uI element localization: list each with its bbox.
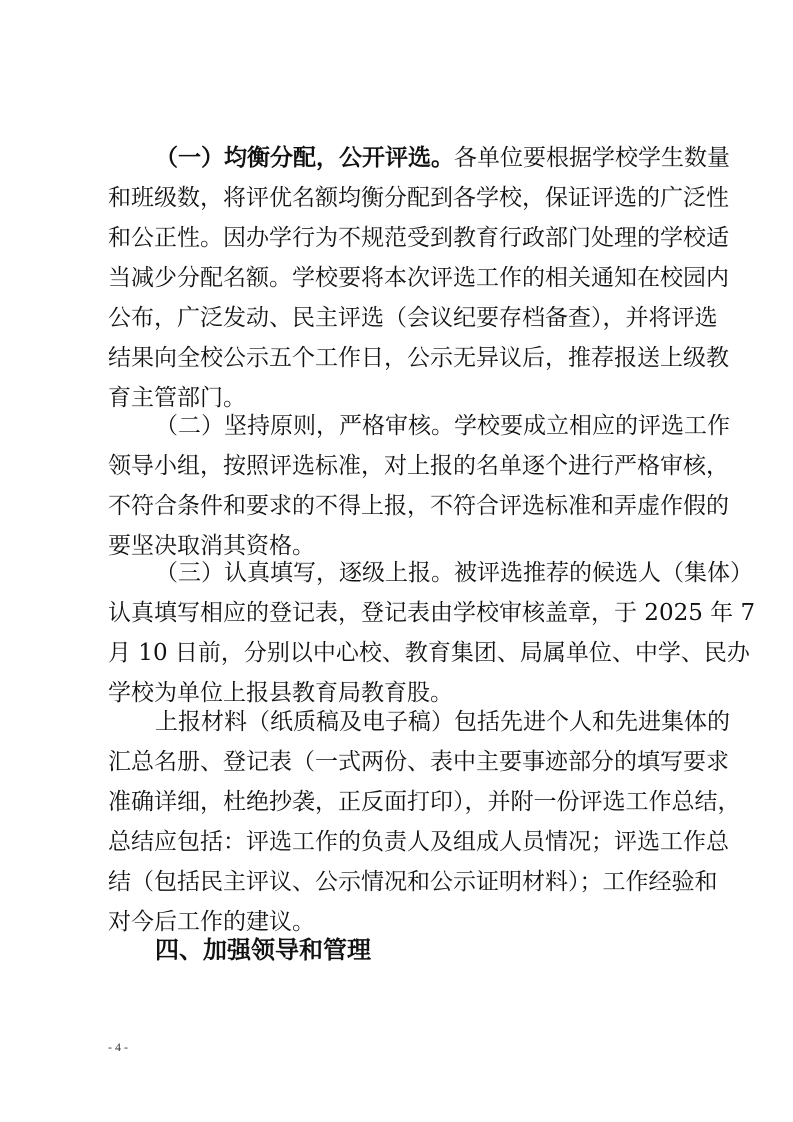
paragraph-line: 上报材料（纸质稿及电子稿）包括先进个人和先进集体的 — [155, 709, 730, 735]
line-text: 各单位要根据学校学生数量 — [454, 145, 730, 171]
paragraph-line: 对今后工作的建议。 — [108, 909, 315, 935]
paragraph-line: （三）认真填写，逐级上报。被评选推荐的候选人（集体） — [155, 560, 753, 586]
paragraph-line: 公布，广泛发动、民主评选（会议纪要存档备查），并将评选 — [108, 305, 718, 331]
paragraph-line: 要坚决取消其资格。 — [108, 533, 315, 559]
paragraph-line: 结果向全校公示五个工作日，公示无异议后，推荐报送上级教 — [108, 345, 729, 371]
section-heading: 四、加强领导和管理 — [155, 936, 371, 964]
paragraph-line: 汇总名册、登记表（一式两份、表中主要事迹部分的填写要求 — [108, 749, 729, 775]
paragraph-line: 认真填写相应的登记表，登记表由学校审核盖章，于 2025 年 7 — [108, 600, 756, 626]
paragraph-line: 学校为单位上报县教育局教育股。 — [108, 680, 453, 706]
paragraph-line: 准确详细，杜绝抄袭，正反面打印），并附一份评选工作总结， — [108, 789, 741, 815]
paragraph-line: 总结应包括：评选工作的负责人及组成人员情况；评选工作总 — [108, 829, 729, 855]
paragraph-line: 和公正性。因办学行为不规范受到教育行政部门处理的学校适 — [108, 225, 729, 251]
paragraph-line: 当减少分配名额。学校要将本次评选工作的相关通知在校园内 — [108, 265, 729, 291]
section-lead: （一）均衡分配，公开评选。 — [155, 145, 454, 171]
paragraph-line: 结（包括民主评议、公示情况和公示证明材料）；工作经验和 — [108, 869, 718, 895]
paragraph-line: 育主管部门。 — [108, 385, 246, 411]
paragraph-line: （二）坚持原则，严格审核。学校要成立相应的评选工作 — [155, 413, 730, 439]
paragraph-line — [155, 143, 730, 173]
paragraph-line: 月 10 日前，分别以中心校、教育集团、局属单位、中学、民办 — [108, 640, 750, 666]
page-number: - 4 - — [108, 1040, 128, 1054]
paragraph-line: 不符合条件和要求的不得上报，不符合评选标准和弄虚作假的 — [108, 493, 729, 519]
paragraph-line: 领导小组，按照评选标准，对上报的名单逐个进行严格审核， — [108, 453, 729, 479]
paragraph-line: 和班级数，将评优名额均衡分配到各学校，保证评选的广泛性 — [108, 185, 729, 211]
